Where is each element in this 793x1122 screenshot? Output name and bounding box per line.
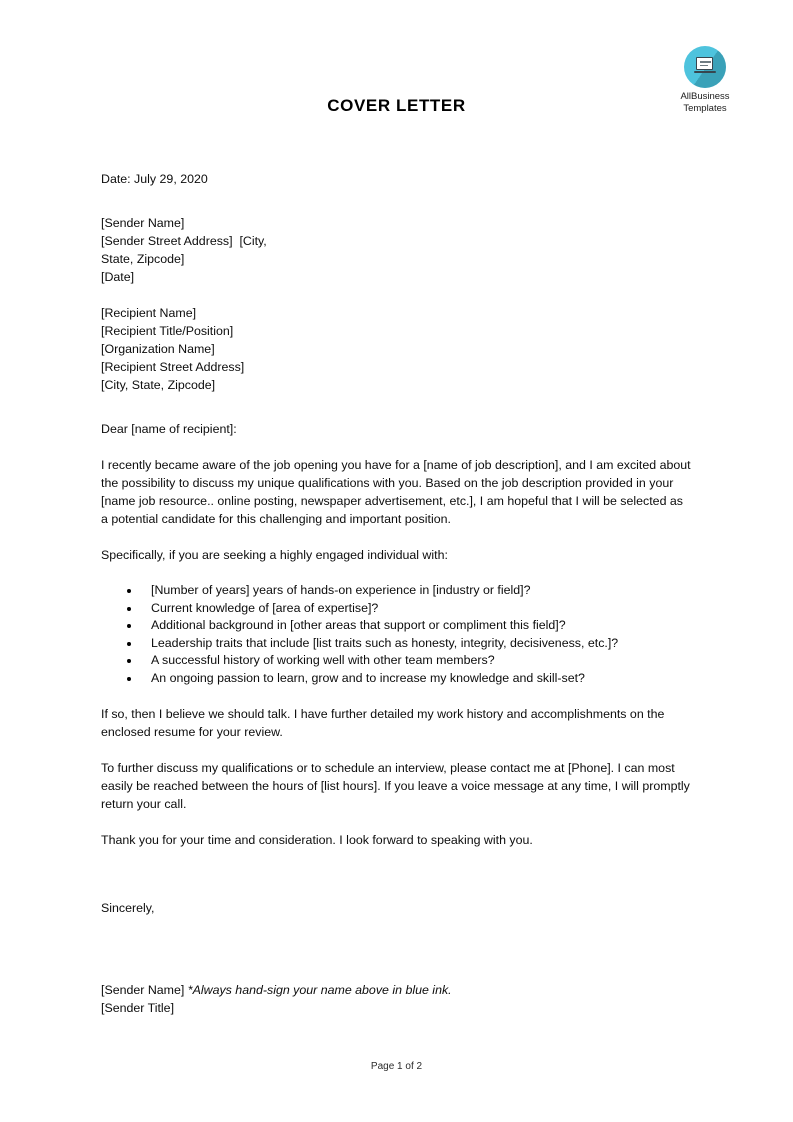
bullet-icon [127, 642, 131, 646]
list-item-label: [Number of years] years of hands-on experience in [industry or field]? [151, 583, 531, 597]
sender-line: State, Zipcode] [101, 252, 185, 266]
spacer [101, 438, 693, 456]
paragraph-contact: To further discuss my qualifications or to schedule an interview, please contact me at [Phone]. I can most easily be reached between the hours of [list hours]. If you leave a voice message at any time, I will promptly return your call. [101, 761, 690, 811]
bullet-icon [127, 589, 131, 593]
recipient-address-block [101, 304, 693, 394]
logo-mark [684, 46, 726, 88]
bullet-icon [127, 624, 131, 628]
sender-line: [Sender Street Address] [City, [101, 234, 267, 248]
list-item [101, 670, 693, 688]
page-footer: Page 1 of 2 [370, 1061, 423, 1072]
paragraph-thanks: Thank you for your time and consideration. I look forward to speaking with you. [101, 833, 533, 847]
spacer [101, 849, 693, 881]
signature-name-line [101, 981, 693, 999]
list-item [101, 600, 693, 618]
date-line: Date: July 29, 2020 [101, 172, 208, 186]
paragraph-intro: I recently became aware of the job opening you have for a [name of job description], and I am excited about the possibility to discuss my unique qualifications with you. Based on the job description provided in your [name job resource.. online posting, newspaper advertisement, etc.], I am hopeful that I will be selected as a potential candidate for this challenging and important position. [101, 458, 691, 526]
bullet-icon [127, 677, 131, 681]
spacer [101, 813, 693, 831]
signature-title: [Sender Title] [101, 1001, 175, 1015]
list-item [101, 635, 693, 653]
bullet-icon [127, 607, 131, 611]
list-item-label: Current knowledge of [area of expertise]? [151, 600, 379, 615]
list-item-label: Leadership traits that include [list traits such as honesty, integrity, decisiveness, etc.]? [151, 635, 619, 650]
spacer [101, 528, 693, 546]
spacer [101, 188, 693, 214]
laptop-icon [694, 57, 716, 77]
spacer [101, 741, 693, 759]
signature-block [101, 981, 693, 1017]
spacer [101, 286, 693, 304]
bullet-icon [127, 659, 131, 663]
signature-note: *Always hand-sign your name above in blue ink. [187, 983, 452, 997]
spacer [101, 394, 693, 420]
paragraph-resume: If so, then I believe we should talk. I have further detailed my work history and accomplishments on the enclosed resume for your review. [101, 707, 665, 739]
recipient-line: [Recipient Street Address] [101, 360, 245, 374]
closing: Sincerely, [101, 901, 155, 915]
laptop-screen-line [700, 65, 708, 67]
spacer [101, 687, 693, 705]
list-item-label: Additional background in [other areas that support or compliment this field]? [151, 618, 566, 632]
qualification-bullet-list [101, 582, 693, 687]
recipient-line: [Organization Name] [101, 342, 215, 356]
recipient-line: [Recipient Name] [101, 306, 197, 320]
logo-text-line1: AllBusiness [680, 91, 730, 102]
list-item [101, 582, 693, 600]
list-item [101, 617, 693, 635]
paragraph-lead-in: Specifically, if you are seeking a highly engaged individual with: [101, 548, 448, 562]
spacer [101, 564, 693, 582]
list-item [101, 652, 693, 670]
laptop-screen [696, 57, 713, 70]
spacer [101, 949, 693, 981]
spacer [101, 881, 693, 899]
page-title: COVER LETTER [327, 96, 466, 115]
letter-body [101, 170, 693, 1017]
laptop-base [694, 71, 716, 74]
sender-address-block [101, 214, 693, 286]
salutation: Dear [name of recipient]: [101, 422, 237, 436]
signature-name: [Sender Name] [101, 983, 185, 997]
spacer [101, 917, 693, 949]
sender-line: [Date] [101, 270, 135, 284]
list-item-label: A successful history of working well with other team members? [151, 653, 495, 667]
laptop-screen-line [700, 61, 711, 63]
recipient-line: [Recipient Title/Position] [101, 324, 234, 338]
recipient-line: [City, State, Zipcode] [101, 378, 216, 392]
list-item-label: An ongoing passion to learn, grow and to increase my knowledge and skill-set? [151, 670, 585, 685]
sender-line: [Sender Name] [101, 216, 185, 230]
logo-text-line2: Templates [683, 102, 727, 114]
